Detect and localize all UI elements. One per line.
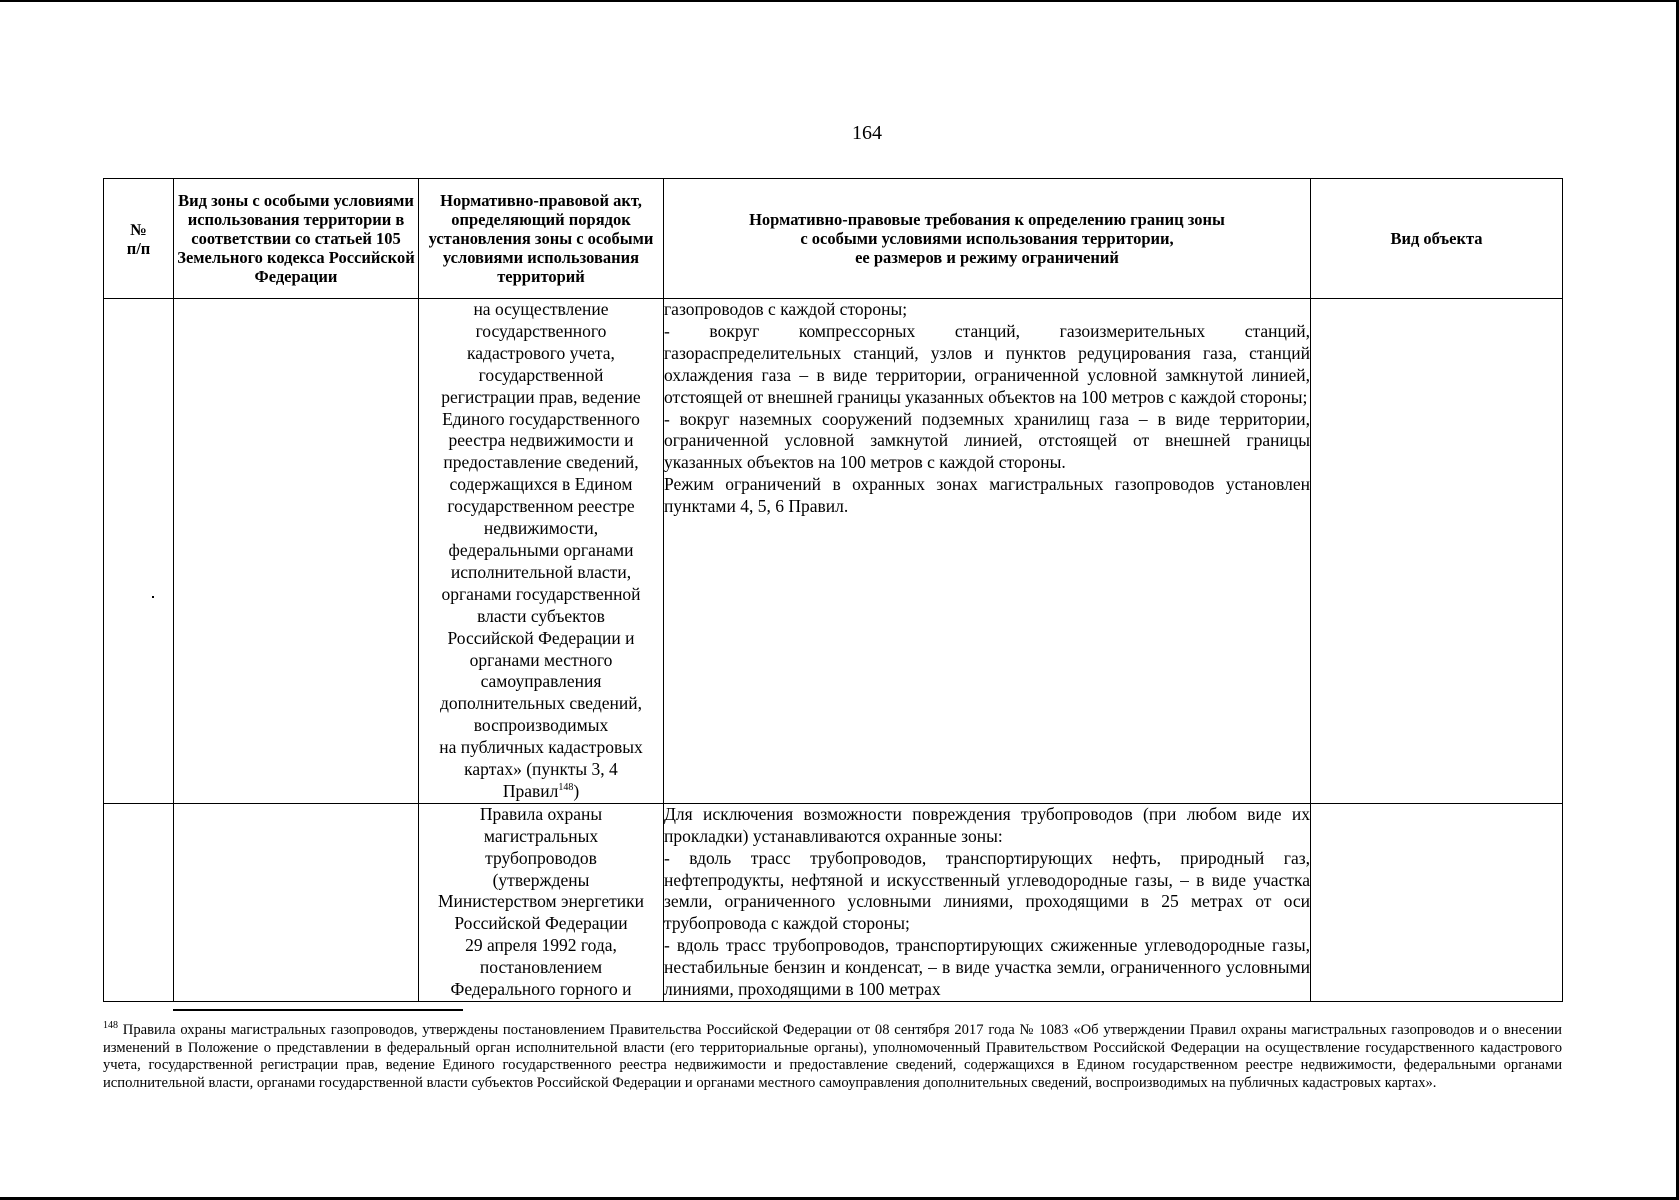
legal-act-line: постановлением [479,957,603,978]
cell-requirements [664,803,1311,1001]
legal-act-line: дополнительных сведений, [440,693,642,714]
footnote-text: Правила охраны магистральных газопроводов, утверждены постановлением Правительства Российской Федерации от 08 сентября 2017 года № 1083 «Об утверждении Правил охраны магистральных газопроводов и о внесении изменений в Положение о представлении в федеральный орган исполнительной власти (его территориальные органы), уполномоченный Правительством Российской Федерации на осуществление государственного кадастрового учета, государственной регистрации прав, ведение Единого государственного реестра недвижимости и предоставление сведений, содержащихся в Едином государственном реестре недвижимости, федеральными органами исполнительной власти, органами государственной власти субъектов Российской Федерации и органами местного самоуправления дополнительных сведений, воспроизводимых на публичных кадастровых картах». [103,1022,1562,1091]
legal-act-line: государственной [478,364,604,385]
header-zone-type: Вид зоны с особыми условиями использования территории в соответствии со статьей 105 Земельного кодекса Российской Федерации [174,179,419,299]
legal-act-line: картах» (пункты 3, 4 [464,759,618,780]
cell-requirements [664,299,1311,804]
legal-act-line: исполнительной власти, [450,561,632,582]
legal-act-line: реестра недвижимости и [448,430,634,451]
legal-act-line: власти субъектов [477,605,605,626]
legal-act-line: воспроизводимых [473,715,609,736]
header-requirements [664,179,1311,299]
cell-object-type [1311,299,1563,804]
legal-act-line: на публичных кадастровых [439,737,643,758]
cell-number [104,803,174,1001]
legal-act-line: самоуправления [480,671,602,692]
legal-act-line: содержащихся в Едином [449,474,633,495]
legal-act-line: 29 апреля 1992 года, [465,935,617,956]
requirement-paragraph: - вдоль трасс трубопроводов, транспортирующих сжиженные углеводородные газы, нестабильные бензин и конденсат, – в виде участка земли, ограниченного условными линиями, проходящими в 100 метрах [664,935,1310,1000]
legal-act-line: Министерством энергетики [437,891,644,912]
cell-legal-act [419,803,664,1001]
zones-table [103,178,1563,1002]
legal-act-text [419,804,663,1001]
footnote-ref[interactable]: 148 [558,782,574,794]
legal-act-line: регистрации прав, ведение [441,386,641,407]
cell-object-type [1311,803,1563,1001]
header-legal-act: Нормативно-правовой акт, определяющий порядок установления зоны с особыми условиями использования территорий [419,179,664,299]
legal-act-last-line [419,781,663,803]
legal-act-line: федеральными органами [448,539,634,560]
legal-act-close-paren: ) [573,780,580,801]
legal-act-line: предоставление сведений, [443,452,639,473]
table-row [104,803,1563,1001]
table-row [104,299,1563,804]
legal-act-line: (утверждены [492,869,590,890]
page-number: 164 [852,122,882,144]
requirement-paragraph: - вокруг компрессорных станций, газоизмерительных станций, газораспределительных станций, узлов и пунктов редуцирования газа, станций охлаждения газа – в виде территории, ограниченной условной замкнутой линией, отстоящей от внешней границы указанных объектов на 100 метров с каждой стороны; [664,320,1310,407]
legal-act-line: органами государственной [441,583,641,604]
footnote-separator [173,1009,463,1011]
page-border-top [0,0,1679,2]
scan-speck [152,596,154,598]
table-header-row [104,179,1563,299]
header-requirements-line: Нормативно-правовые требования к определению границ зоны [749,210,1225,229]
legal-act-line: государственного [475,320,607,341]
footnote-number: 148 [103,1020,118,1032]
header-requirements-line: с особыми условиями использования территории, [800,229,1174,248]
requirement-paragraph: газопроводов с каждой стороны; [664,299,908,319]
requirement-paragraph: Режим ограничений в охранных зонах магистральных газопроводов установлен пунктами 4, 5, 6 Правил. [664,474,1310,517]
legal-act-line: магистральных [483,825,599,846]
legal-act-line: Российской Федерации [454,913,628,934]
legal-act-line: Федерального горного и [450,979,632,1000]
requirement-paragraph: Для исключения возможности повреждения трубопроводов (при любом виде их прокладки) устанавливаются охранные зоны: [664,803,1310,846]
header-object-type: Вид объекта [1311,179,1563,299]
header-number-line: п/п [126,238,151,258]
legal-act-line: государственном реестре [447,496,635,517]
cell-zone-type [174,299,419,804]
legal-act-line: на осуществление [473,299,609,319]
footnote [103,1022,1562,1092]
legal-act-line: Единого государственного [442,408,640,429]
legal-act-line: недвижимости, [483,518,599,539]
header-number [104,179,174,299]
cell-zone-type [174,803,419,1001]
legal-act-line: органами местного [469,649,613,670]
cell-legal-act [419,299,664,804]
legal-act-line: Правила охраны [479,803,603,824]
header-requirements-line: ее размеров и режиму ограничений [855,248,1119,267]
legal-act-rules-word: Правил [502,780,559,801]
legal-act-text [419,299,663,781]
legal-act-line: трубопроводов [485,847,597,868]
cell-number [104,299,174,804]
legal-act-line: Российской Федерации и [447,627,635,648]
requirement-paragraph: - вокруг наземных сооружений подземных хранилищ газа – в виде территории, ограниченной условной замкнутой линией, отстоящей от внешней границы указанных объектов на 100 метров с каждой стороны. [664,408,1310,473]
requirement-paragraph: - вдоль трасс трубопроводов, транспортирующих нефть, природный газ, нефтепродукты, нефтяной и искусственный углеводородные газы, – в виде участка земли, ограниченного условными линиями, проходящими в 25 метрах от оси трубопровода с каждой стороны; [664,847,1310,934]
legal-act-line: кадастрового учета, [467,342,615,363]
header-number-line: № [130,219,147,239]
